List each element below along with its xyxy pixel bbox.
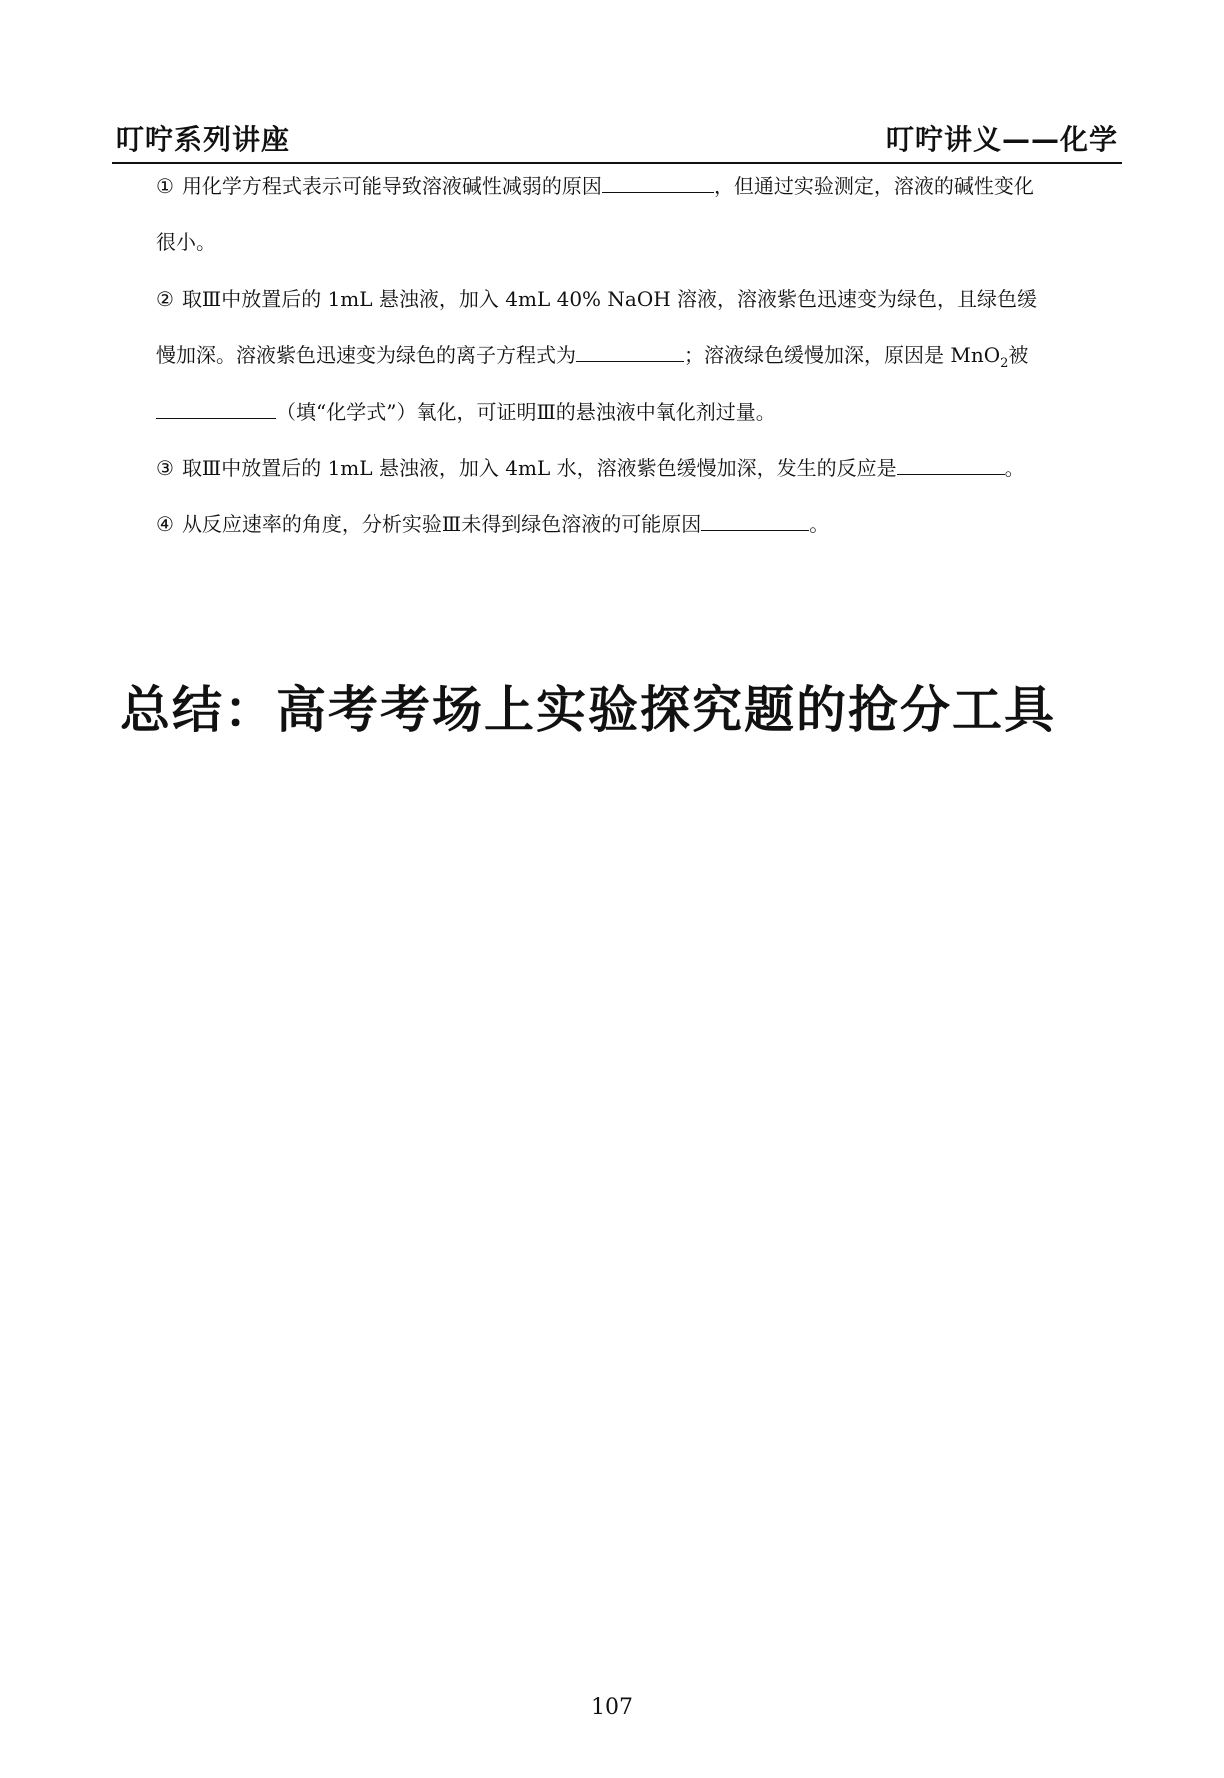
question-2-text-a: 慢加深。溶液紫色迅速变为绿色的离子方程式为 (156, 343, 576, 367)
question-2-line-1 (156, 285, 1037, 313)
page-number: 107 (591, 1695, 633, 1720)
question-1-text-a: 用化学方程式表示可能导致溶液碱性减弱的原因 (181, 174, 602, 198)
question-3-line (156, 454, 1025, 482)
question-4-number: ④ (156, 512, 174, 536)
summary-heading: 总结：高考考场上实验探究题的抢分工具 (120, 681, 1056, 739)
question-1-line-1 (156, 172, 1034, 200)
answer-blank-5[interactable] (701, 510, 809, 531)
question-1-line-2 (156, 228, 216, 256)
question-2-text-b: ；溶液绿色缓慢加深，原因是 MnO (684, 343, 1001, 367)
answer-blank-3[interactable] (156, 398, 276, 419)
answer-blank-4[interactable] (897, 454, 1005, 475)
header-subject-title: 叮咛讲义——化学 (885, 123, 1118, 156)
question-2-text-line-3: （填“化学式”）氧化，可证明Ⅲ的悬浊液中氧化剂过量。 (276, 400, 776, 424)
question-1-text-b: ，但通过实验测定，溶液的碱性变化 (713, 174, 1034, 198)
question-4-end: 。 (809, 512, 830, 536)
answer-blank-1[interactable] (602, 172, 714, 193)
question-2-number: ② (156, 287, 174, 311)
question-3-text: 取Ⅲ中放置后的 1mL 悬浊液，加入 4mL 水，溶液紫色缓慢加深，发生的反应是 (181, 456, 897, 480)
question-1-number: ① (156, 174, 174, 198)
question-3-end: 。 (1004, 456, 1025, 480)
question-2-text-line-1: 取Ⅲ中放置后的 1mL 悬浊液，加入 4mL 40% NaOH 溶液，溶液紫色迅速变为绿色，且绿色缓 (181, 287, 1038, 311)
answer-blank-2[interactable] (576, 341, 684, 362)
header-series-title: 叮咛系列讲座 (116, 123, 291, 156)
page-header (112, 118, 1122, 164)
question-2-text-c: 被 (1008, 343, 1029, 367)
question-2-line-3 (156, 398, 776, 426)
question-4-line (156, 510, 829, 538)
question-1-text-c: 很小。 (156, 230, 216, 254)
question-3-number: ③ (156, 456, 174, 480)
mno2-subscript: 2 (1000, 356, 1009, 371)
question-2-line-2 (156, 341, 1028, 378)
question-4-text: 从反应速率的角度，分析实验Ⅲ未得到绿色溶液的可能原因 (181, 512, 702, 536)
